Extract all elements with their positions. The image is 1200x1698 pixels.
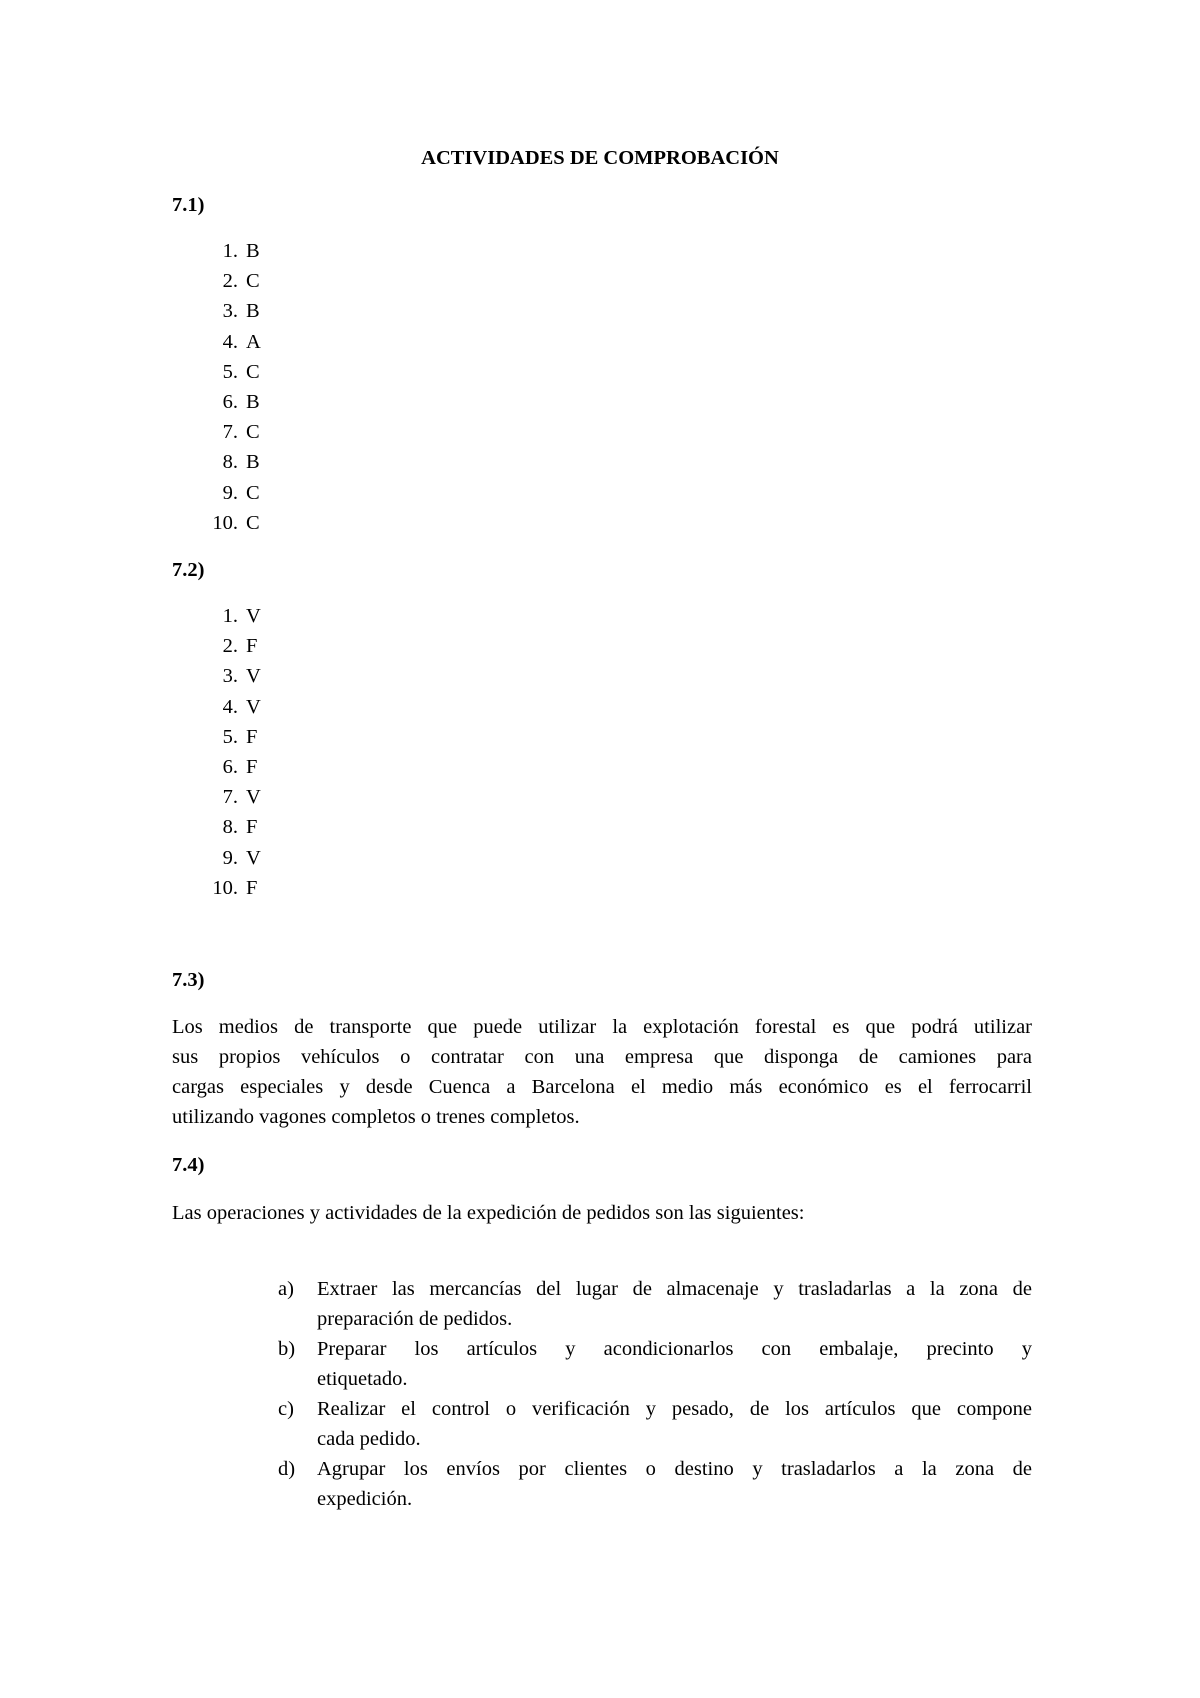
list-item: [200, 692, 300, 722]
list-item-line: Extraer las mercancías del lugar de almacenaje y trasladarlas a la zona de: [317, 1278, 1032, 1300]
list-number: 7.: [222, 786, 238, 809]
list-number: 1.: [222, 240, 238, 262]
page-title: ACTIVIDADES DE COMPROBACIÓN: [421, 147, 779, 169]
list-item: [278, 1454, 1032, 1514]
answer-value: C: [246, 511, 260, 534]
list-item-line: Preparar los artículos y acondicionarlos con embalaje, precinto y: [317, 1338, 1032, 1360]
answer-value: F: [246, 816, 258, 839]
list-item-line: Agrupar los envíos por clientes o destino y trasladarlos a la zona de: [317, 1458, 1032, 1480]
paragraph-7-4-intro: [172, 1198, 1032, 1228]
list-item-line: expedición.: [317, 1488, 413, 1510]
list-item: [200, 447, 300, 477]
list-item: [200, 478, 300, 508]
list-item: [200, 236, 300, 266]
list-number: 9.: [222, 846, 238, 869]
list-number: 5.: [222, 360, 238, 383]
list-number: 5.: [222, 725, 238, 748]
list-item-line: preparación de pedidos.: [317, 1308, 513, 1330]
list-item: [200, 327, 300, 357]
answer-value: V: [246, 665, 261, 688]
section-heading-7-4: 7.4): [172, 1154, 205, 1176]
answer-value: B: [246, 240, 260, 262]
list-number: 1.: [222, 605, 238, 627]
answer-value: C: [246, 421, 260, 444]
paragraph-line: Las operaciones y actividades de la expedición de pedidos son las siguientes:: [172, 1202, 805, 1224]
answer-value: F: [246, 876, 258, 899]
list-item: [200, 661, 300, 691]
list-item: [200, 357, 300, 387]
list-item: [278, 1274, 1032, 1334]
answer-value: C: [246, 270, 260, 293]
list-item: [200, 782, 300, 812]
list-number: 2.: [222, 635, 238, 658]
list-number: 7.: [222, 421, 238, 444]
list-number: 4.: [222, 330, 238, 353]
list-number: 6.: [222, 756, 238, 778]
list-number: 3.: [222, 665, 238, 688]
list-item: [200, 752, 300, 782]
answer-value: B: [246, 300, 260, 323]
answer-value: B: [246, 451, 260, 474]
list-item: [200, 266, 300, 296]
list-item: [200, 722, 300, 752]
list-marker: a): [278, 1278, 294, 1300]
paragraph-7-3: [172, 1012, 1032, 1132]
list-number: 6.: [222, 391, 238, 413]
answer-value: F: [246, 635, 258, 658]
list-item: [200, 843, 300, 873]
list-item: [200, 601, 300, 631]
answer-value: V: [246, 846, 261, 869]
list-marker: b): [278, 1338, 296, 1360]
list-item-line: cada pedido.: [317, 1428, 421, 1450]
answer-value: V: [246, 786, 261, 809]
section-heading-7-1: 7.1): [172, 194, 205, 216]
list-number: 3.: [222, 300, 238, 323]
paragraph-line: sus propios vehículos o contratar con una empresa que disponga de camiones para: [172, 1046, 1032, 1068]
answer-value: F: [246, 725, 258, 748]
list-number: 10.: [212, 876, 238, 899]
list-item: [200, 508, 300, 538]
paragraph-line: cargas especiales y desde Cuenca a Barcelona el medio más económico es el ferrocarril: [172, 1076, 1032, 1098]
section-heading-7-2: 7.2): [172, 559, 205, 581]
list-number: 2.: [222, 270, 238, 293]
list-item: [200, 417, 300, 447]
answer-value: V: [246, 605, 261, 627]
list-item: [200, 631, 300, 661]
answer-value: C: [246, 360, 260, 383]
list-marker: d): [278, 1458, 296, 1480]
answer-value: F: [246, 756, 258, 778]
operations-list: [278, 1274, 1032, 1514]
list-number: 10.: [212, 511, 238, 534]
list-number: 9.: [222, 481, 238, 504]
paragraph-line: Los medios de transporte que puede utilizar la explotación forestal es que podrá utilizar: [172, 1016, 1032, 1038]
answer-value: V: [246, 695, 261, 718]
list-number: 8.: [222, 451, 238, 474]
section-heading-7-3: 7.3): [172, 969, 205, 991]
paragraph-line: utilizando vagones completos o trenes completos.: [172, 1106, 580, 1128]
list-item: [278, 1334, 1032, 1394]
list-item: [200, 296, 300, 326]
list-item: [278, 1394, 1032, 1454]
list-marker: c): [278, 1398, 294, 1420]
answer-value: A: [246, 330, 261, 353]
list-item: [200, 812, 300, 842]
list-item: [200, 873, 300, 903]
list-item: [200, 387, 300, 417]
list-item-line: etiquetado.: [317, 1368, 408, 1390]
answer-value: B: [246, 391, 260, 413]
list-number: 4.: [222, 695, 238, 718]
answer-value: C: [246, 481, 260, 504]
list-item-line: Realizar el control o verificación y pesado, de los artículos que compone: [317, 1398, 1032, 1420]
list-number: 8.: [222, 816, 238, 839]
